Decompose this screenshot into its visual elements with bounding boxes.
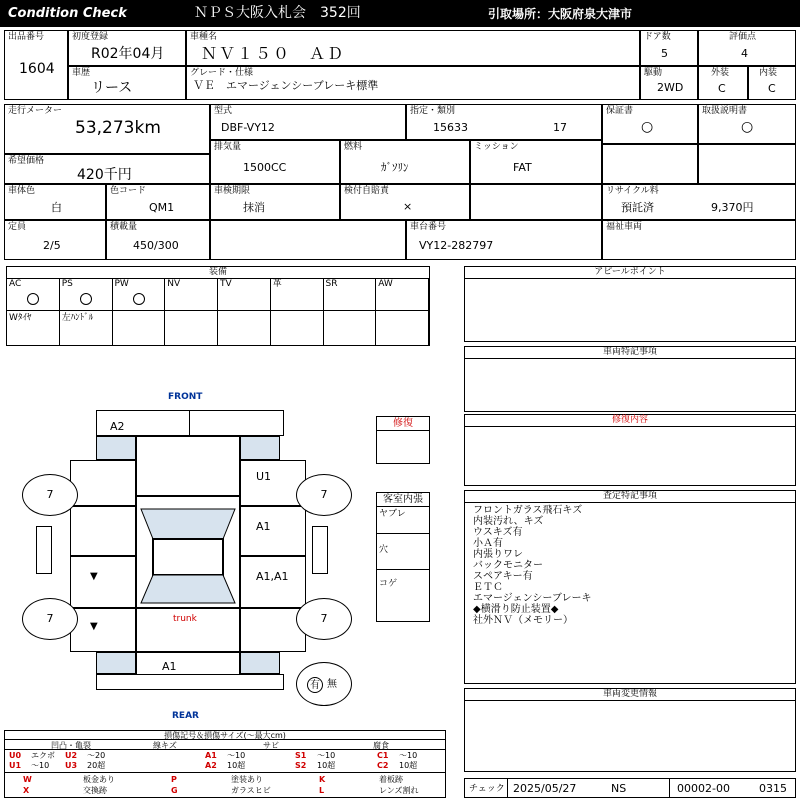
chassis-value: VY12-282797 [419, 239, 494, 252]
code-1: 00002-00 [677, 782, 730, 795]
model-value: ＮＶ１５０ ＡＤ [201, 44, 346, 63]
score-label: 評価点 [729, 32, 757, 42]
interior-label: 内装 [759, 68, 778, 78]
damage-legend [4, 730, 446, 798]
inspection-note-line: 小Ａ有 [473, 538, 503, 549]
blank-box-1 [602, 144, 698, 184]
legend-code: U3 [65, 761, 78, 770]
changes-box [464, 688, 796, 772]
windshield-shapes [137, 497, 239, 607]
warranty-box [602, 104, 698, 144]
inspection-notes-title: 査定特記事項 [465, 491, 795, 503]
legend-desc: ガラスヒビ [231, 786, 271, 795]
grade-box [186, 66, 640, 100]
equipment-check-mark [133, 293, 145, 305]
fuel-box [340, 140, 470, 184]
interior-upholstery-box [376, 492, 430, 622]
legend-desc: ～20 [87, 751, 106, 760]
doors-box [640, 30, 698, 66]
interior-item-tear: ヤブレ [379, 509, 406, 519]
category-label: 指定・類別 [410, 106, 456, 116]
drive-value: 2WD [657, 81, 684, 94]
grade-label: グレード・仕様 [190, 68, 254, 78]
mark-a2: A2 [110, 420, 125, 433]
trunk-label: trunk [173, 614, 197, 624]
first-reg-box [68, 30, 186, 66]
exterior-label: 外装 [711, 68, 730, 78]
chassis-label: 車台番号 [410, 222, 447, 232]
wheel-front-right: 7 [296, 474, 352, 516]
grade-value: ＶＥ エマージェンシーブレーキ標準 [193, 79, 379, 92]
equipment-cell-aw [376, 278, 429, 311]
legend-desc: 着板跡 [379, 775, 403, 784]
legend-code: W [23, 775, 32, 784]
seat-icon-front: ▼ [90, 571, 98, 582]
legend-desc: エクボ [31, 751, 55, 760]
legend-desc: 板金あり [83, 775, 115, 784]
wheel-front-left: 7 [22, 474, 78, 516]
equipment-label: Wﾀｲﾔ [9, 313, 32, 323]
legend-code: C1 [377, 751, 389, 760]
history-value: リース [91, 80, 133, 96]
lot-number: 1604 [19, 61, 55, 77]
mark-a1-rear: A1 [162, 660, 177, 673]
lot-number-box [4, 30, 68, 100]
right-mirror [312, 526, 328, 574]
legend-desc: ～10 [31, 761, 50, 770]
left-front-fender [70, 460, 136, 506]
category-value-1: 15633 [433, 121, 468, 134]
legend-desc: 交換跡 [83, 786, 107, 795]
exterior-box [698, 66, 748, 100]
lot-number-label: 出品番号 [8, 32, 45, 42]
manual-value: ○ [741, 119, 754, 135]
chassis-box [406, 220, 602, 260]
left-rear-door [70, 556, 136, 608]
mileage-label: 走行メーター [8, 106, 63, 116]
inspection-box [210, 184, 340, 220]
repair-box [376, 416, 430, 464]
fuel-value: ｶﾞｿﾘﾝ [381, 161, 409, 174]
legend-head: サビ [263, 741, 279, 750]
body-color-label: 車体色 [8, 186, 36, 196]
inspection-note-line: フロントガラス飛石キズ [473, 505, 583, 516]
type-label: 型式 [214, 106, 233, 116]
equipment-label: TV [220, 279, 232, 289]
type-box [210, 104, 406, 140]
recycle-status: 預託済 [621, 201, 654, 214]
legend-heads [5, 740, 445, 750]
legend-code: A1 [205, 751, 217, 760]
model-box [186, 30, 640, 66]
equipment-label: AC [9, 279, 22, 289]
recycle-label: リサイクル料 [606, 186, 659, 196]
right-headlight [240, 436, 280, 460]
mission-label: ミッション [474, 142, 519, 152]
body-color-value: 白 [51, 201, 62, 214]
equipment-check-mark [27, 293, 39, 305]
insurance-box [340, 184, 470, 220]
equipment-cell-row2 [324, 311, 377, 345]
hood [136, 436, 240, 496]
pickup-location: 引取場所：大阪府泉大津市 [488, 7, 633, 21]
spare-tire-indicator [296, 662, 352, 706]
blank-box-4 [210, 220, 406, 260]
displacement-value: 1500CC [243, 161, 287, 174]
equipment-cell-row2 [7, 311, 60, 345]
wheel-rear-right: 7 [296, 598, 352, 640]
capacity-label: 定員 [8, 222, 27, 232]
score-value: 4 [741, 47, 748, 60]
insurance-label: 検付自賠責 [344, 186, 390, 196]
equipment-check-mark [80, 293, 92, 305]
drive-label: 駆動 [644, 68, 663, 78]
equipment-cell-sr [324, 278, 377, 311]
left-mirror [36, 526, 52, 574]
header-title: Condition Check [8, 6, 127, 21]
first-reg-value: R02年04月 [91, 46, 165, 62]
welfare-box [602, 220, 796, 260]
right-front-door [240, 506, 306, 556]
type-value: DBF-VY12 [221, 121, 275, 134]
capacity-box [4, 220, 106, 260]
legend-code: U2 [65, 751, 78, 760]
load-label: 積載量 [110, 222, 138, 232]
score-box [698, 30, 796, 66]
header-bar [0, 0, 800, 27]
mission-box [470, 140, 602, 184]
legend-code: G [171, 786, 178, 795]
legend-code: S2 [295, 761, 307, 770]
inspection-note-line: ウスキズ有 [473, 527, 523, 538]
legend-body [5, 740, 445, 798]
equipment-label: PW [114, 279, 129, 289]
color-code-value: QM1 [149, 201, 175, 214]
legend-code: P [171, 775, 177, 784]
equipment-label: PS [61, 279, 73, 289]
interior-item-hole: 穴 [379, 545, 389, 555]
legend-code: K [319, 775, 326, 784]
legend-code: L [319, 786, 325, 795]
mark-u1: U1 [256, 470, 272, 483]
equipment-label: AW [378, 279, 393, 289]
inspection-note-line: バックモニター [473, 560, 543, 571]
auction-name: ＮＰＳ大阪入札会 352回 [194, 5, 361, 21]
equipment-grid [7, 278, 429, 345]
price-value: 420千円 [77, 167, 132, 183]
left-taillight [96, 652, 136, 674]
equipment-label: NV [167, 279, 181, 289]
equipment-label: 革 [272, 279, 282, 289]
spare-tire-present: 有 [307, 677, 323, 693]
legend-desc: 塗装あり [231, 775, 263, 784]
changes-title: 車両変更情報 [465, 689, 795, 701]
inspection-note-line: ◆横滑り防止装置◆ [473, 604, 559, 615]
color-code-box [106, 184, 210, 220]
inspection-notes-box [464, 490, 796, 684]
equipment-box [6, 266, 430, 346]
legend-desc: ～10 [399, 751, 418, 760]
legend-desc: ～10 [227, 751, 246, 760]
inspection-label: 車検期限 [214, 186, 251, 196]
equipment-cell-nv [165, 278, 218, 311]
mileage-value: 53,273km [75, 118, 161, 138]
equipment-cell-row2 [60, 311, 113, 345]
legend-code: C2 [377, 761, 389, 770]
repair-title: 修復 [377, 417, 429, 431]
history-box [68, 66, 186, 100]
warranty-label: 保証書 [606, 106, 634, 116]
rear-label: REAR [172, 711, 199, 721]
inspection-note-line: 社外ＮＶ（メモリー） [473, 615, 573, 626]
legend-desc: 10超 [317, 761, 336, 770]
exterior-value: C [718, 82, 726, 95]
inspection-note-line: スペアキー有 [473, 571, 533, 582]
front-label: FRONT [168, 392, 203, 402]
recycle-value: 9,370円 [711, 201, 754, 214]
recycle-box [602, 184, 796, 220]
seat-icon-rear: ▼ [90, 621, 98, 632]
left-headlight [96, 436, 136, 460]
capacity-value: 2/5 [43, 239, 61, 252]
wheel-rear-left: 7 [22, 598, 78, 640]
roof-area [136, 496, 240, 608]
category-box [406, 104, 602, 140]
legend-desc: 10超 [399, 761, 418, 770]
warranty-value: ○ [641, 119, 654, 135]
legend-desc: レンズ割れ [379, 786, 419, 795]
special-notes-box [464, 346, 796, 412]
fuel-label: 燃料 [344, 142, 363, 152]
inspection-notes-list [473, 505, 591, 626]
legend-desc: 20超 [87, 761, 106, 770]
code-2: 0315 [759, 782, 787, 795]
check-label: チェック [469, 784, 505, 794]
repair-detail-title: 修復内容 [465, 415, 795, 427]
rear-gate [136, 608, 240, 652]
equipment-cell-row2 [165, 311, 218, 345]
legend-head: 凹凸・亀裂 [51, 741, 91, 750]
check-footer [464, 778, 796, 798]
inspection-note-line: 内張りワレ [473, 549, 523, 560]
displacement-label: 排気量 [214, 142, 242, 152]
interior-item-burn: コゲ [379, 579, 398, 589]
interior-box [748, 66, 796, 100]
left-front-door [70, 506, 136, 556]
equipment-cell-row2 [376, 311, 429, 345]
model-label: 車種名 [190, 32, 218, 42]
equipment-cell-ac [7, 278, 60, 311]
left-rear-panel [70, 608, 136, 652]
inspection-note-line: エマージェンシーブレーキ [473, 593, 592, 604]
equipment-title: 装備 [7, 267, 429, 279]
spare-tire-none: 無 [327, 679, 337, 690]
legend-head: 線キズ [153, 741, 177, 750]
right-taillight [240, 652, 280, 674]
doors-value: 5 [661, 47, 668, 60]
legend-desc: 10超 [227, 761, 246, 770]
inspection-value: 抹消 [243, 201, 265, 214]
equipment-cell-tv [218, 278, 271, 311]
blank-box-2 [698, 144, 796, 184]
doors-label: ドア数 [644, 32, 671, 42]
equipment-cell-row2 [218, 311, 271, 345]
equipment-cell-ps [60, 278, 113, 311]
inspector: NS [611, 782, 627, 795]
interior-upholstery-title: 客室内張 [377, 493, 429, 507]
load-box [106, 220, 210, 260]
equipment-cell-row2 [113, 311, 166, 345]
car-diagram [0, 386, 376, 726]
inspection-note-line: 内装汚れ、キズ [473, 516, 544, 527]
drive-box [640, 66, 698, 100]
color-code-label: 色コード [110, 186, 147, 196]
manual-box [698, 104, 796, 144]
inspection-note-line: ＥＴＣ [473, 582, 503, 593]
welfare-label: 福祉車両 [606, 222, 643, 232]
rear-bumper [96, 674, 284, 690]
equipment-label: 左ﾊﾝﾄﾞﾙ [61, 313, 94, 323]
price-label: 希望価格 [8, 156, 45, 166]
mileage-box [4, 104, 210, 154]
mark-a1-right: A1 [256, 520, 271, 533]
equipment-label: SR [325, 279, 338, 289]
legend-code: U1 [9, 761, 22, 770]
load-value: 450/300 [133, 239, 179, 252]
history-label: 車歴 [72, 68, 91, 78]
legend-code: S1 [295, 751, 307, 760]
equipment-cell-row2 [271, 311, 324, 345]
equipment-cell-革 [271, 278, 324, 311]
first-reg-label: 初度登録 [72, 32, 109, 42]
insurance-value: × [403, 200, 413, 213]
blank-box-3 [470, 184, 602, 220]
legend-head: 腐食 [373, 741, 389, 750]
interior-value: C [768, 82, 776, 95]
check-date: 2025/05/27 [513, 782, 577, 795]
appeal-title: アピールポイント [465, 267, 795, 279]
price-box [4, 154, 210, 184]
displacement-box [210, 140, 340, 184]
mission-value: FAT [513, 161, 532, 174]
body-color-box [4, 184, 106, 220]
legend-code: A2 [205, 761, 217, 770]
category-value-2: 17 [553, 121, 567, 134]
legend-title: 損傷記号＆損傷サイズ(～最大cm) [5, 731, 445, 740]
repair-detail-box [464, 414, 796, 486]
legend-code: U0 [9, 751, 22, 760]
manual-label: 取扱説明書 [702, 106, 748, 116]
mark-a1a1: A1,A1 [256, 570, 289, 583]
legend-desc: ～10 [317, 751, 336, 760]
appeal-box [464, 266, 796, 342]
equipment-cell-pw [113, 278, 166, 311]
legend-code: X [23, 786, 30, 795]
special-notes-title: 車両特記事項 [465, 347, 795, 359]
